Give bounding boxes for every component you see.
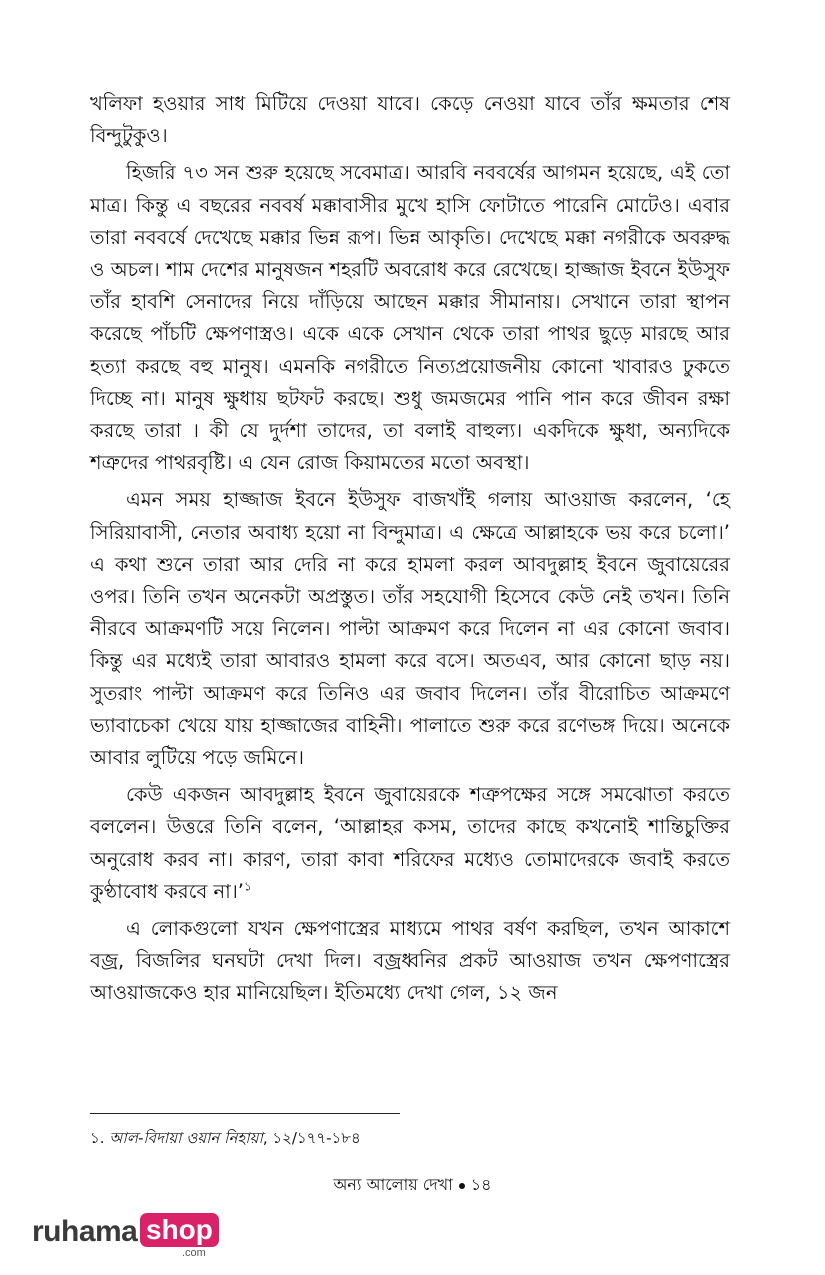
paragraph-4 [90,779,730,908]
paragraph-3: এমন সময় হাজ্জাজ ইবনে ইউসুফ বাজখাঁই গলায় আওয়াজ করলেন, ‘হে সিরিয়াবাসী, নেতার অবাধ্য হয়ো না বিন্দুমাত্র। এ ক্ষেত্রে আল্লাহকে ভয় করে চলো।’ এ কথা শুনে তারা আর দেরি না করে হামলা করল আবদুল্লাহ ইবনে জুবায়েরের ওপর। তিনি তখন অনেকটা অপ্রস্তুত। তাঁর সহযোগী হিসেবে কেউ নেই তখন। তিনি নীরবে আক্রমণটি সয়ে নিলেন। পাল্টা আক্রমণ করে দিলেন না এর কোনো জবাব। কিন্তু এর মধ্যেই তারা আবারও হামলা করে বসে। অতএব, আর কোনো ছাড় নয়। সুতরাং পাল্টা আক্রমণ করে তিনিও এর জবাব দিলেন। তাঁর বীরোচিত আক্রমণে ভ্যাবাচেকা খেয়ে যায় হাজ্জাজের বাহিনী। পালাতে শুরু করে রণেভঙ্গ দিয়ে। অনেকে আবার লুটিয়ে পড়ে জমিনে। [90,488,730,770]
bullet-dot-icon [459,1183,465,1189]
footnote-number: ১. [90,1129,105,1147]
book-title: অন্য আলোয় দেখা [333,1175,453,1194]
paragraph-4-text: কেউ একজন আবদুল্লাহ ইবনে জুবায়েরকে শত্রুপক্ষের সঙ্গে সমঝোতা করতে বললেন। উত্তরে তিনি বলেন, ‘আল্লাহর কসম, তাদের কাছে কখনোই শান্তিচুক্তির অনুরোধ করব না। কারণ, তারা কাবা শরিফের মধ্যেও তোমাদেরকে জবাই করতে কুণ্ঠাবোধ করবে না।’ [90,783,730,903]
paragraph-2: হিজরি ৭৩ সন শুরু হয়েছে সবেমাত্র। আরবি নববর্ষের আগমন হয়েছে, এই তো মাত্র। কিন্তু এ বছরের নববর্ষ মক্কাবাসীর মুখে হাসি ফোটাতে পারেনি মোটেও। এবার তারা নববর্ষে দেখেছে মক্কার ভিন্ন রূপ। ভিন্ন আকৃতি। দেখেছে মক্কা নগরীকে অবরুদ্ধ ও অচল। শাম দেশের মানুষজন শহরটি অবরোধ করে রেখেছে। হাজ্জাজ ইবনে ইউসুফ তাঁর হাবশি সেনাদের নিয়ে দাঁড়িয়ে আছেন মক্কার সীমানায়। সেখানে তারা স্থাপন করেছে পাঁচটি ক্ষেপণাস্ত্রও। একে একে সেখান থেকে তারা পাথর ছুড়ে মারছে আর হত্যা করছে বহু মানুষ। এমনকি নগরীতে নিত্যপ্রয়োজনীয় কোনো খাবারও ঢুকতে দিচ্ছে না। মানুষ ক্ষুধায় ছটফট করছে। শুধু জমজমের পানি পান করে জীবন রক্ষা করছে তারা । কী যে দুর্দশা তাদের, তা বলাই বাহুল্য। একদিকে ক্ষুধা, অন্যদিকে শত্রুদের পাথরবৃষ্টি। এ যেন রোজ কিয়ামতের মতো অবস্থা। [90,161,730,475]
footnote [90,1128,361,1148]
footnote-divider [90,1113,400,1114]
running-footer [0,1174,825,1196]
footnote-ref: , ১২/১৭৭-১৮৪ [262,1129,361,1147]
footnote-marker: ১ [244,879,252,894]
paragraph-1: খলিফা হওয়ার সাধ মিটিয়ে দেওয়া যাবে। কেড়ে নেওয়া যাবে তাঁর ক্ষমতার শেষ বিন্দুটুকুও। [90,92,730,148]
logo-text-left: ruhama [32,1215,138,1248]
page-number: ১৪ [470,1175,492,1194]
watermark-logo [32,1213,232,1259]
footnote-title: আল-বিদায়া ওয়ান নিহায়া [109,1129,263,1147]
logo-text-right: shop [140,1213,219,1247]
body-text [90,88,730,1015]
paragraph-5: এ লোকগুলো যখন ক্ষেপণাস্ত্রের মাধ্যমে পাথর বর্ষণ করছিল, তখন আকাশে বজ্র, বিজলির ঘনঘটা দেখা দিল। বজ্রধ্বনির প্রকট আওয়াজ তখন ক্ষেপণাস্ত্রের আওয়াজকেও হার মানিয়েছিল। ইতিমধ্যে দেখা গেল, ১২ জন [90,917,730,1005]
logo-subtext: .com [182,1247,206,1259]
